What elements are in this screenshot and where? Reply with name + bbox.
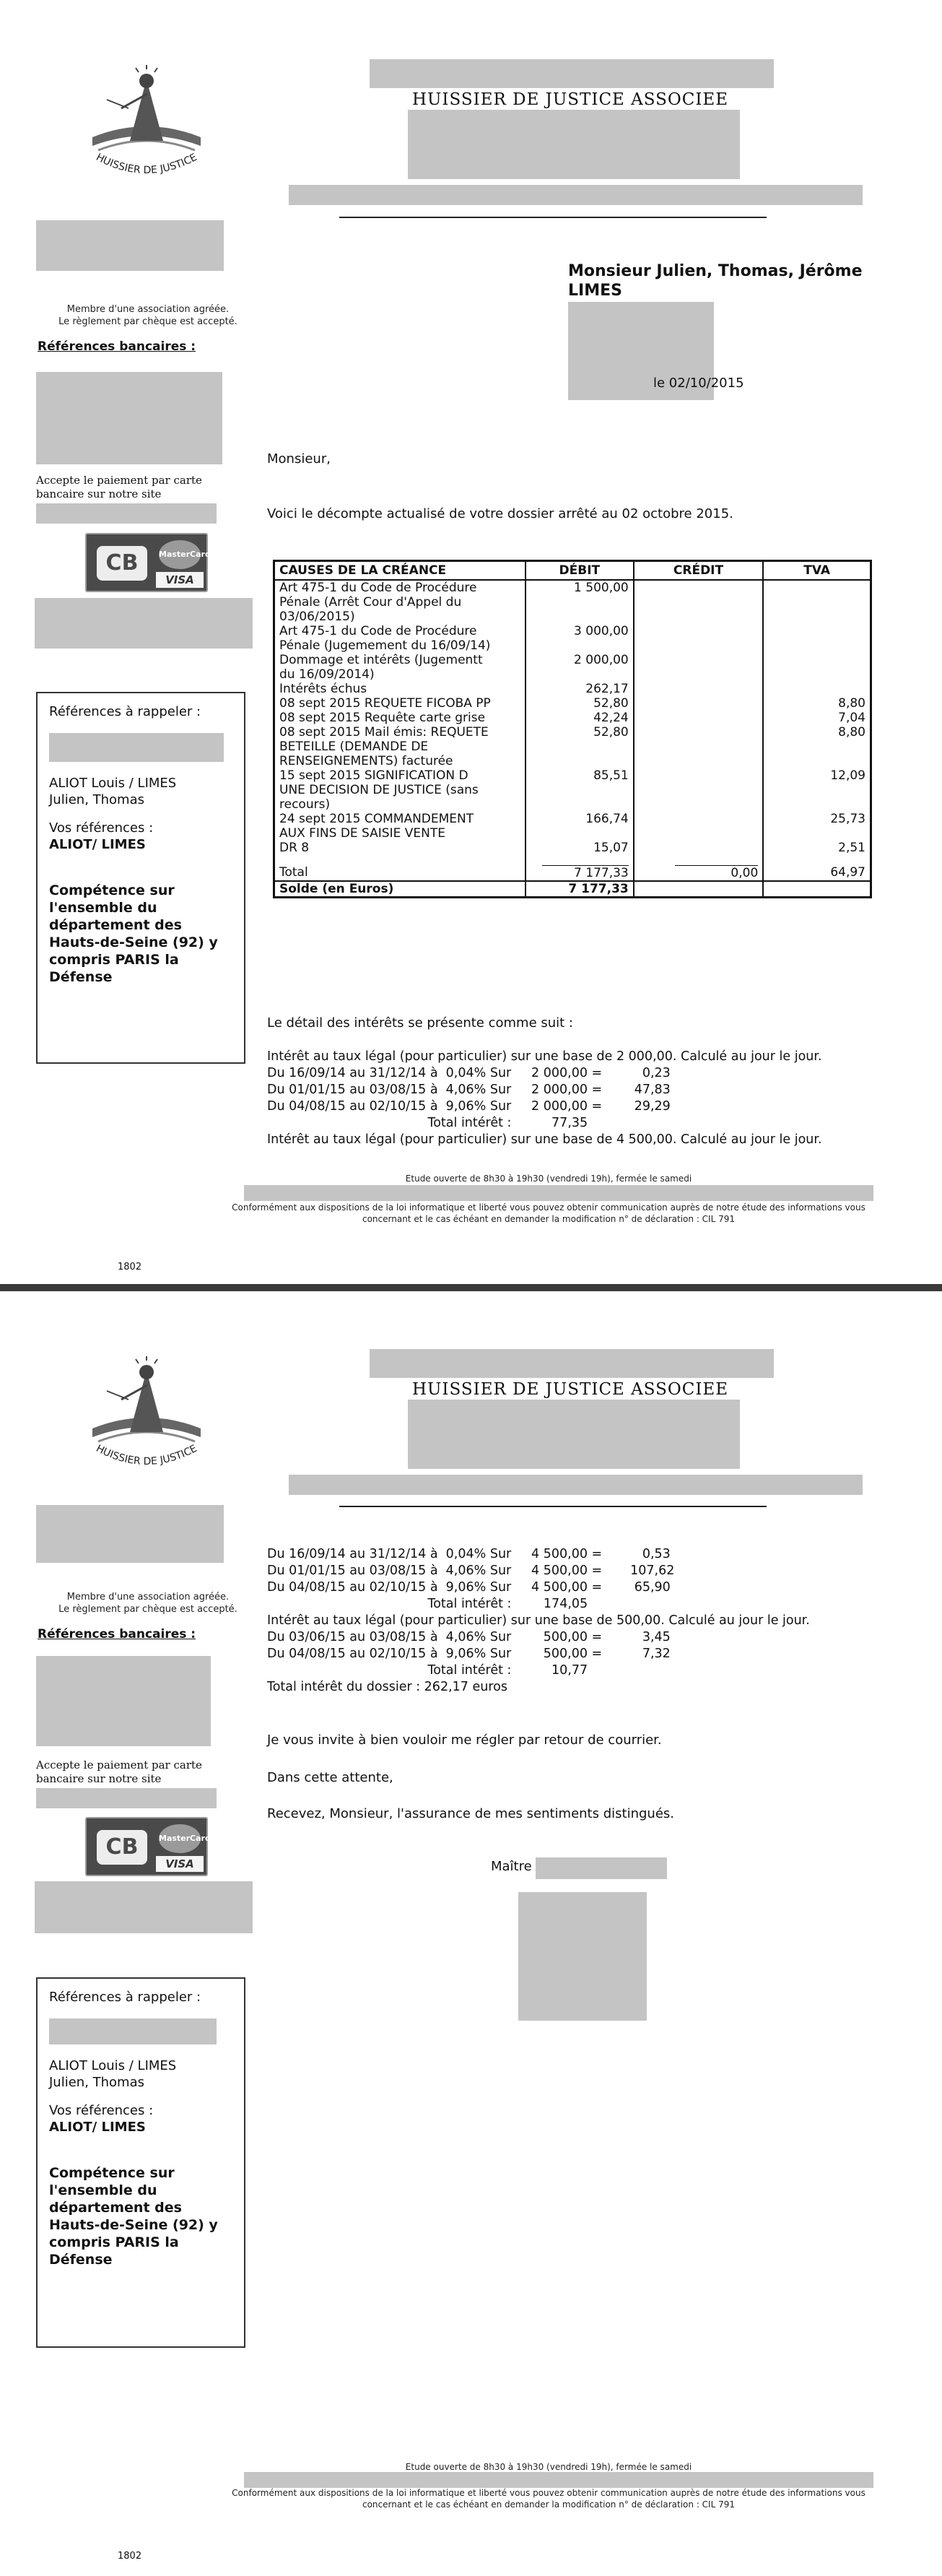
- visa-logo: VISA: [156, 1856, 204, 1872]
- cause-cell: [274, 624, 525, 653]
- table-row: [274, 841, 871, 855]
- redacted-office-name: [370, 59, 774, 88]
- tva-cell: 2,51: [763, 841, 871, 855]
- interest-line: Du 04/08/15 au 02/10/15 à 9,06% Sur 4 500,00 = 65,90: [267, 1580, 671, 1595]
- balance-tva: [763, 881, 871, 898]
- logo-caption: [78, 148, 215, 184]
- hours-note: Etude ouverte de 8h30 à 19h30 (vendredi 19h), fermée le samedi: [405, 2462, 692, 2472]
- page-separator: [0, 1284, 942, 1291]
- tva-cell: [763, 580, 871, 624]
- spacer-cell: [525, 855, 634, 865]
- cause-line: UNE DECISION DE JUSTICE (sans: [279, 783, 479, 797]
- interest-line: Du 04/08/15 au 02/10/15 à 9,06% Sur 500,00 = 7,32: [267, 1647, 671, 1661]
- redacted-website: [36, 1788, 217, 1808]
- refbox-name-2: Julien, Thomas: [49, 792, 145, 807]
- association-line-2: Le règlement par chèque est accepté.: [58, 1604, 237, 1615]
- redacted-website: [36, 503, 217, 524]
- cause-line: recours): [279, 797, 331, 812]
- debit-cell: 52,80: [525, 696, 634, 711]
- refbox-title: Références à rappeler :: [49, 704, 201, 719]
- cause-line: 08 sept 2015 Requête carte grise: [279, 711, 486, 725]
- debit-cell: 15,07: [525, 841, 634, 855]
- cnil-line-1: Conformément aux dispositions de la loi informatique et liberté vous pouvez obtenir communication auprès de notre étude des informations vous: [232, 2488, 865, 2498]
- interest-line: Du 01/01/15 au 03/08/15 à 4,06% Sur 2 000,00 = 47,83: [267, 1083, 671, 1097]
- table-row: [274, 653, 871, 682]
- cb-logo: CB: [97, 1830, 147, 1865]
- payment-card-logos: [85, 1817, 211, 1876]
- total-row: [274, 865, 871, 881]
- competence-line: Défense: [49, 969, 113, 985]
- cause-line: 03/06/2015): [279, 610, 355, 624]
- redacted-footer-bar: [244, 1185, 873, 1201]
- tva-cell: [763, 653, 871, 682]
- cause-cell: [274, 841, 525, 855]
- total-label: [274, 865, 525, 881]
- your-refs-label: Vos références :: [49, 820, 154, 836]
- interest-detail-p1: [267, 1049, 822, 1148]
- association-note: [43, 303, 253, 328]
- credit-cell: [634, 711, 764, 725]
- cause-line: Art 475-1 du Code de Procédure: [279, 624, 477, 638]
- debit-cell: 42,24: [525, 711, 634, 725]
- interest-line: Total intérêt : 77,35: [267, 1116, 588, 1130]
- spacer-cell: [763, 855, 871, 865]
- table-row: [274, 580, 871, 624]
- credit-cell: [634, 725, 764, 768]
- detail-intro: Le détail des intérêts se présente comme suit :: [267, 1015, 573, 1031]
- tva-cell: 8,80: [763, 725, 871, 768]
- card-payment-note: [36, 474, 202, 501]
- table-row: [274, 725, 871, 768]
- interest-line: Du 04/08/15 au 02/10/15 à 9,06% Sur 2 000,00 = 29,29: [267, 1099, 671, 1114]
- competence-line: compris PARIS la: [49, 2234, 179, 2250]
- tva-cell: [763, 682, 871, 696]
- competence-line: l'ensemble du: [49, 900, 157, 916]
- redacted-side-block-2: [35, 598, 253, 649]
- cause-line: 08 sept 2015 REQUETE FICOBA PP: [279, 696, 491, 711]
- invite-text: Je vous invite à bien vouloir me régler par retour de courrier.: [267, 1732, 662, 1748]
- cause-cell: [274, 711, 525, 725]
- balance-debit: 7 177,33: [525, 881, 634, 898]
- cause-line: DR 8: [279, 841, 310, 855]
- tva-cell: 7,04: [763, 711, 871, 725]
- cb-logo: CB: [97, 546, 147, 581]
- interest-line: Total intérêt : 174,05: [267, 1597, 588, 1611]
- tva-cell: [763, 624, 871, 653]
- card-payment-line-2: bancaire sur notre site: [36, 1772, 162, 1785]
- credit-cell: [634, 624, 764, 653]
- spacer-cell: [634, 855, 764, 865]
- table-row: [274, 711, 871, 725]
- cause-line: du 16/09/2014): [279, 667, 375, 682]
- balance-label: Solde (en Euros): [274, 881, 525, 898]
- mastercard-logo: MasterCard: [159, 1824, 201, 1853]
- redacted-contact-line: [289, 1475, 863, 1495]
- competence-text: [49, 2164, 232, 2268]
- intro-text: Voici le décompte actualisé de votre dossier arrêté au 02 octobre 2015.: [267, 506, 733, 521]
- interest-line: Total intérêt du dossier : 262,17 euros: [267, 1680, 507, 1694]
- header-rule: [339, 217, 767, 218]
- cnil-line-2: concernant et le cas échéant en demander la modification n° de déclaration : CIL 791: [362, 2499, 735, 2510]
- svg-text:HUISSIER DE JUSTICE: HUISSIER DE JUSTICE: [94, 1442, 199, 1468]
- refbox-name-1: ALIOT Louis / LIMES: [49, 776, 177, 791]
- cnil-note: [209, 2487, 888, 2510]
- tva-cell: 12,09: [763, 768, 871, 812]
- competence-line: Compétence sur: [49, 2165, 175, 2181]
- col-header-credit: CRÉDIT: [634, 561, 764, 581]
- logo-caption: [78, 1439, 215, 1475]
- credit-cell: [634, 682, 764, 696]
- your-refs-value: ALIOT/ LIMES: [49, 837, 146, 852]
- firm-title: HUISSIER DE JUSTICE ASSOCIEE: [411, 90, 728, 109]
- association-line-2: Le règlement par chèque est accepté.: [58, 316, 237, 327]
- total-tva: [763, 865, 871, 881]
- wait-text: Dans cette attente,: [267, 1770, 393, 1785]
- balance-credit: [634, 881, 764, 898]
- firm-title: HUISSIER DE JUSTICE ASSOCIEE: [411, 1380, 728, 1399]
- interest-line: Du 01/01/15 au 03/08/15 à 4,06% Sur 4 500,00 = 107,62: [267, 1564, 675, 1578]
- redacted-side-block: [36, 220, 224, 271]
- cause-line: 08 sept 2015 Mail émis: REQUETE: [279, 725, 489, 740]
- balance-row: [274, 881, 871, 898]
- debit-cell: 2 000,00: [525, 653, 634, 682]
- debit-cell: 52,80: [525, 725, 634, 768]
- interest-line: Du 16/09/14 au 31/12/14 à 0,04% Sur 4 500,00 = 0,53: [267, 1547, 671, 1561]
- total-tva-value: 64,97: [830, 865, 865, 880]
- visa-logo: VISA: [156, 572, 204, 588]
- cause-line: Dommage et intérêts (Jugementt: [279, 653, 483, 667]
- redacted-side-block-2: [35, 1881, 253, 1933]
- cause-line: AUX FINS DE SAISIE VENTE: [279, 826, 445, 841]
- competence-line: Hauts-de-Seine (92) y: [49, 2217, 218, 2233]
- tva-cell: 8,80: [763, 696, 871, 711]
- credit-cell: [634, 841, 764, 855]
- redacted-file-number: [49, 2018, 217, 2044]
- redacted-side-block: [36, 1505, 224, 1563]
- competence-line: Défense: [49, 2252, 113, 2268]
- bank-refs-label: Références bancaires :: [38, 1627, 196, 1642]
- association-line-1: Membre d'une association agréée.: [66, 304, 230, 315]
- competence-line: Compétence sur: [49, 882, 175, 898]
- cause-cell: [274, 580, 525, 624]
- card-payment-line-1: Accepte le paiement par carte: [36, 474, 202, 487]
- payment-card-logos: [85, 533, 211, 592]
- competence-text: [49, 882, 232, 986]
- cnil-note: [209, 1202, 888, 1225]
- debit-cell: 3 000,00: [525, 624, 634, 653]
- refbox-title: Références à rappeler :: [49, 1990, 201, 2005]
- cnil-line-2: concernant et le cas échéant en demander la modification n° de déclaration : CIL 791: [362, 1214, 735, 1224]
- interest-line: Intérêt au taux légal (pour particulier) sur une base de 4 500,00. Calculé au jour le jour.: [267, 1132, 822, 1147]
- col-header-causes: CAUSES DE LA CRÉANCE: [274, 561, 525, 581]
- debt-table: [273, 560, 872, 898]
- interest-line: Intérêt au taux légal (pour particulier) sur une base de 500,00. Calculé au jour le jour.: [267, 1613, 810, 1628]
- cause-line: Pénale (Arrêt Cour d'Appel du: [279, 595, 462, 610]
- competence-line: l'ensemble du: [49, 2182, 157, 2198]
- cnil-line-1: Conformément aux dispositions de la loi informatique et liberté vous pouvez obtenir communication auprès de notre étude des informations vous: [232, 1202, 865, 1213]
- refbox-name-2: Julien, Thomas: [49, 2075, 145, 2090]
- redacted-footer-bar: [244, 2472, 873, 2488]
- cause-line: 15 sept 2015 SIGNIFICATION D: [279, 768, 468, 783]
- redacted-file-number: [49, 733, 224, 762]
- total-credit: [634, 865, 764, 881]
- total-credit-value: 0,00: [731, 866, 759, 880]
- col-header-tva: TVA: [763, 561, 871, 581]
- interest-line: Intérêt au taux légal (pour particulier) sur une base de 2 000,00. Calculé au jour le jour.: [267, 1049, 822, 1064]
- credit-cell: [634, 653, 764, 682]
- addressee-line-1: Monsieur Julien, Thomas, Jérôme: [568, 262, 863, 280]
- debit-cell: 85,51: [525, 768, 634, 812]
- competence-line: Hauts-de-Seine (92) y: [49, 934, 218, 950]
- redacted-bank-refs: [36, 1656, 211, 1746]
- cause-cell: [274, 725, 525, 768]
- total-debit: [525, 865, 634, 881]
- page-code: 1802: [118, 1262, 142, 1272]
- cause-cell: [274, 696, 525, 711]
- cause-line: Art 475-1 du Code de Procédure: [279, 581, 477, 595]
- table-header-row: [274, 561, 871, 581]
- debit-cell: 166,74: [525, 812, 634, 841]
- card-payment-line-2: bancaire sur notre site: [36, 487, 162, 500]
- association-line-1: Membre d'une association agréée.: [66, 1592, 230, 1603]
- cause-cell: [274, 653, 525, 682]
- table-row: [274, 696, 871, 711]
- tva-cell: 25,73: [763, 812, 871, 841]
- credit-cell: [634, 768, 764, 812]
- debit-cell: 262,17: [525, 682, 634, 696]
- association-note: [43, 1591, 253, 1616]
- credit-cell: [634, 580, 764, 624]
- spacer-row: [274, 855, 871, 865]
- svg-text:HUISSIER DE JUSTICE: HUISSIER DE JUSTICE: [94, 151, 199, 177]
- redacted-signatory-name: [536, 1857, 667, 1879]
- addressee: [568, 261, 863, 300]
- spacer-cell: [274, 855, 525, 865]
- credit-cell: [634, 696, 764, 711]
- letter-page-1: [0, 0, 942, 1284]
- cause-line: 24 sept 2015 COMMANDEMENT: [279, 812, 474, 826]
- cause-cell: [274, 812, 525, 841]
- mastercard-logo: MasterCard: [159, 540, 201, 569]
- redacted-office-name: [370, 1349, 774, 1378]
- letter-page-2: [0, 1291, 942, 2576]
- interest-line: Total intérêt : 10,77: [267, 1663, 588, 1678]
- redacted-address-block: [408, 110, 740, 179]
- refbox-name-1: ALIOT Louis / LIMES: [49, 2058, 177, 2073]
- credit-cell: [634, 812, 764, 841]
- addressee-line-2: LIMES: [568, 282, 622, 300]
- your-refs-label: Vos références :: [49, 2103, 154, 2118]
- cause-line: RENSEIGNEMENTS) facturée: [279, 754, 453, 768]
- interest-detail-p2: [267, 1546, 810, 1696]
- signature-label: Maître: [491, 1859, 532, 1874]
- card-payment-note: [36, 1758, 202, 1786]
- bank-refs-label: Références bancaires :: [38, 339, 196, 354]
- header-rule: [339, 1506, 767, 1507]
- redacted-signature: [518, 1892, 647, 2021]
- table-row: [274, 768, 871, 812]
- competence-line: département des: [49, 2200, 182, 2216]
- competence-line: compris PARIS la: [49, 952, 179, 968]
- cause-line: Intérêts échus: [279, 682, 367, 696]
- table-row: [274, 682, 871, 696]
- table-row: [274, 812, 871, 841]
- salutation: Monsieur,: [267, 451, 331, 467]
- your-refs-value: ALIOT/ LIMES: [49, 2120, 146, 2135]
- redacted-bank-refs: [36, 372, 222, 464]
- cause-cell: [274, 682, 525, 696]
- cause-line: Pénale (Jugemement du 16/09/14): [279, 638, 491, 653]
- page-code: 1802: [118, 2551, 142, 2562]
- col-header-debit: DÉBIT: [525, 561, 634, 581]
- cause-cell: [274, 768, 525, 812]
- table-row: [274, 624, 871, 653]
- redacted-contact-line: [289, 185, 863, 205]
- hours-note: Etude ouverte de 8h30 à 19h30 (vendredi 19h), fermée le samedi: [405, 1174, 692, 1184]
- references-box: [36, 1977, 245, 2348]
- interest-line: Du 03/06/15 au 03/08/15 à 4,06% Sur 500,00 = 3,45: [267, 1630, 671, 1644]
- redacted-address-block: [408, 1400, 740, 1469]
- total-label-value: Total: [279, 865, 308, 880]
- interest-line: Du 16/09/14 au 31/12/14 à 0,04% Sur 2 000,00 = 0,23: [267, 1066, 671, 1080]
- competence-line: département des: [49, 917, 182, 933]
- card-payment-line-1: Accepte le paiement par carte: [36, 1758, 202, 1771]
- cause-line: BETEILLE (DEMANDE DE: [279, 740, 429, 754]
- references-box: [36, 692, 245, 1064]
- letter-date: le 02/10/2015: [653, 376, 744, 391]
- debit-cell: 1 500,00: [525, 580, 634, 624]
- total-debit-value: 7 177,33: [574, 866, 629, 880]
- regards-text: Recevez, Monsieur, l'assurance de mes sentiments distingués.: [267, 1806, 674, 1821]
